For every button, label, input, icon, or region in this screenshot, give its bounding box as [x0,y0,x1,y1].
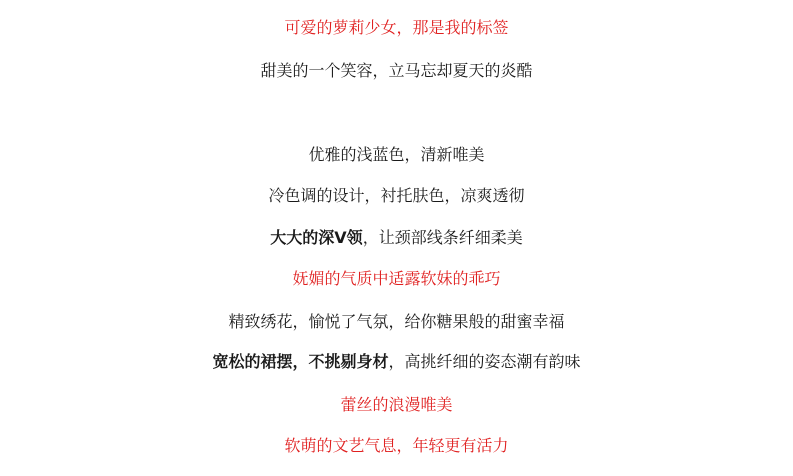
text-line-4: 冷色调的设计，衬托肤色，凉爽透彻 [268,186,525,205]
text-line-7: 精致绣花，愉悦了气氛，给你糖果般的甜蜜幸福 [228,312,565,331]
text-line-2: 甜美的一个笑容，立马忘却夏天的炎酷 [260,61,533,80]
text-line-8 [0,351,793,373]
text-line-9: 蕾丝的浪漫唯美 [340,395,453,414]
text-line-5-rest: ，让颈部线条纤细柔美 [362,228,523,247]
text-line-8-bold: 宽松的裙摆，不挑剔身材 [212,352,389,371]
text-line-5-bold: 大大的深V领 [270,228,363,247]
text-line-5 [0,227,793,249]
text-line-8-rest: ，高挑纤细的姿态潮有韵味 [388,352,581,371]
text-line-1: 可爱的萝莉少女，那是我的标签 [284,18,509,37]
text-line-6: 妩媚的气质中适露软妹的乖巧 [292,269,501,288]
text-line-3: 优雅的浅蓝色，清新唯美 [308,145,485,164]
text-line-10: 软萌的文艺气息，年轻更有活力 [284,436,509,455]
